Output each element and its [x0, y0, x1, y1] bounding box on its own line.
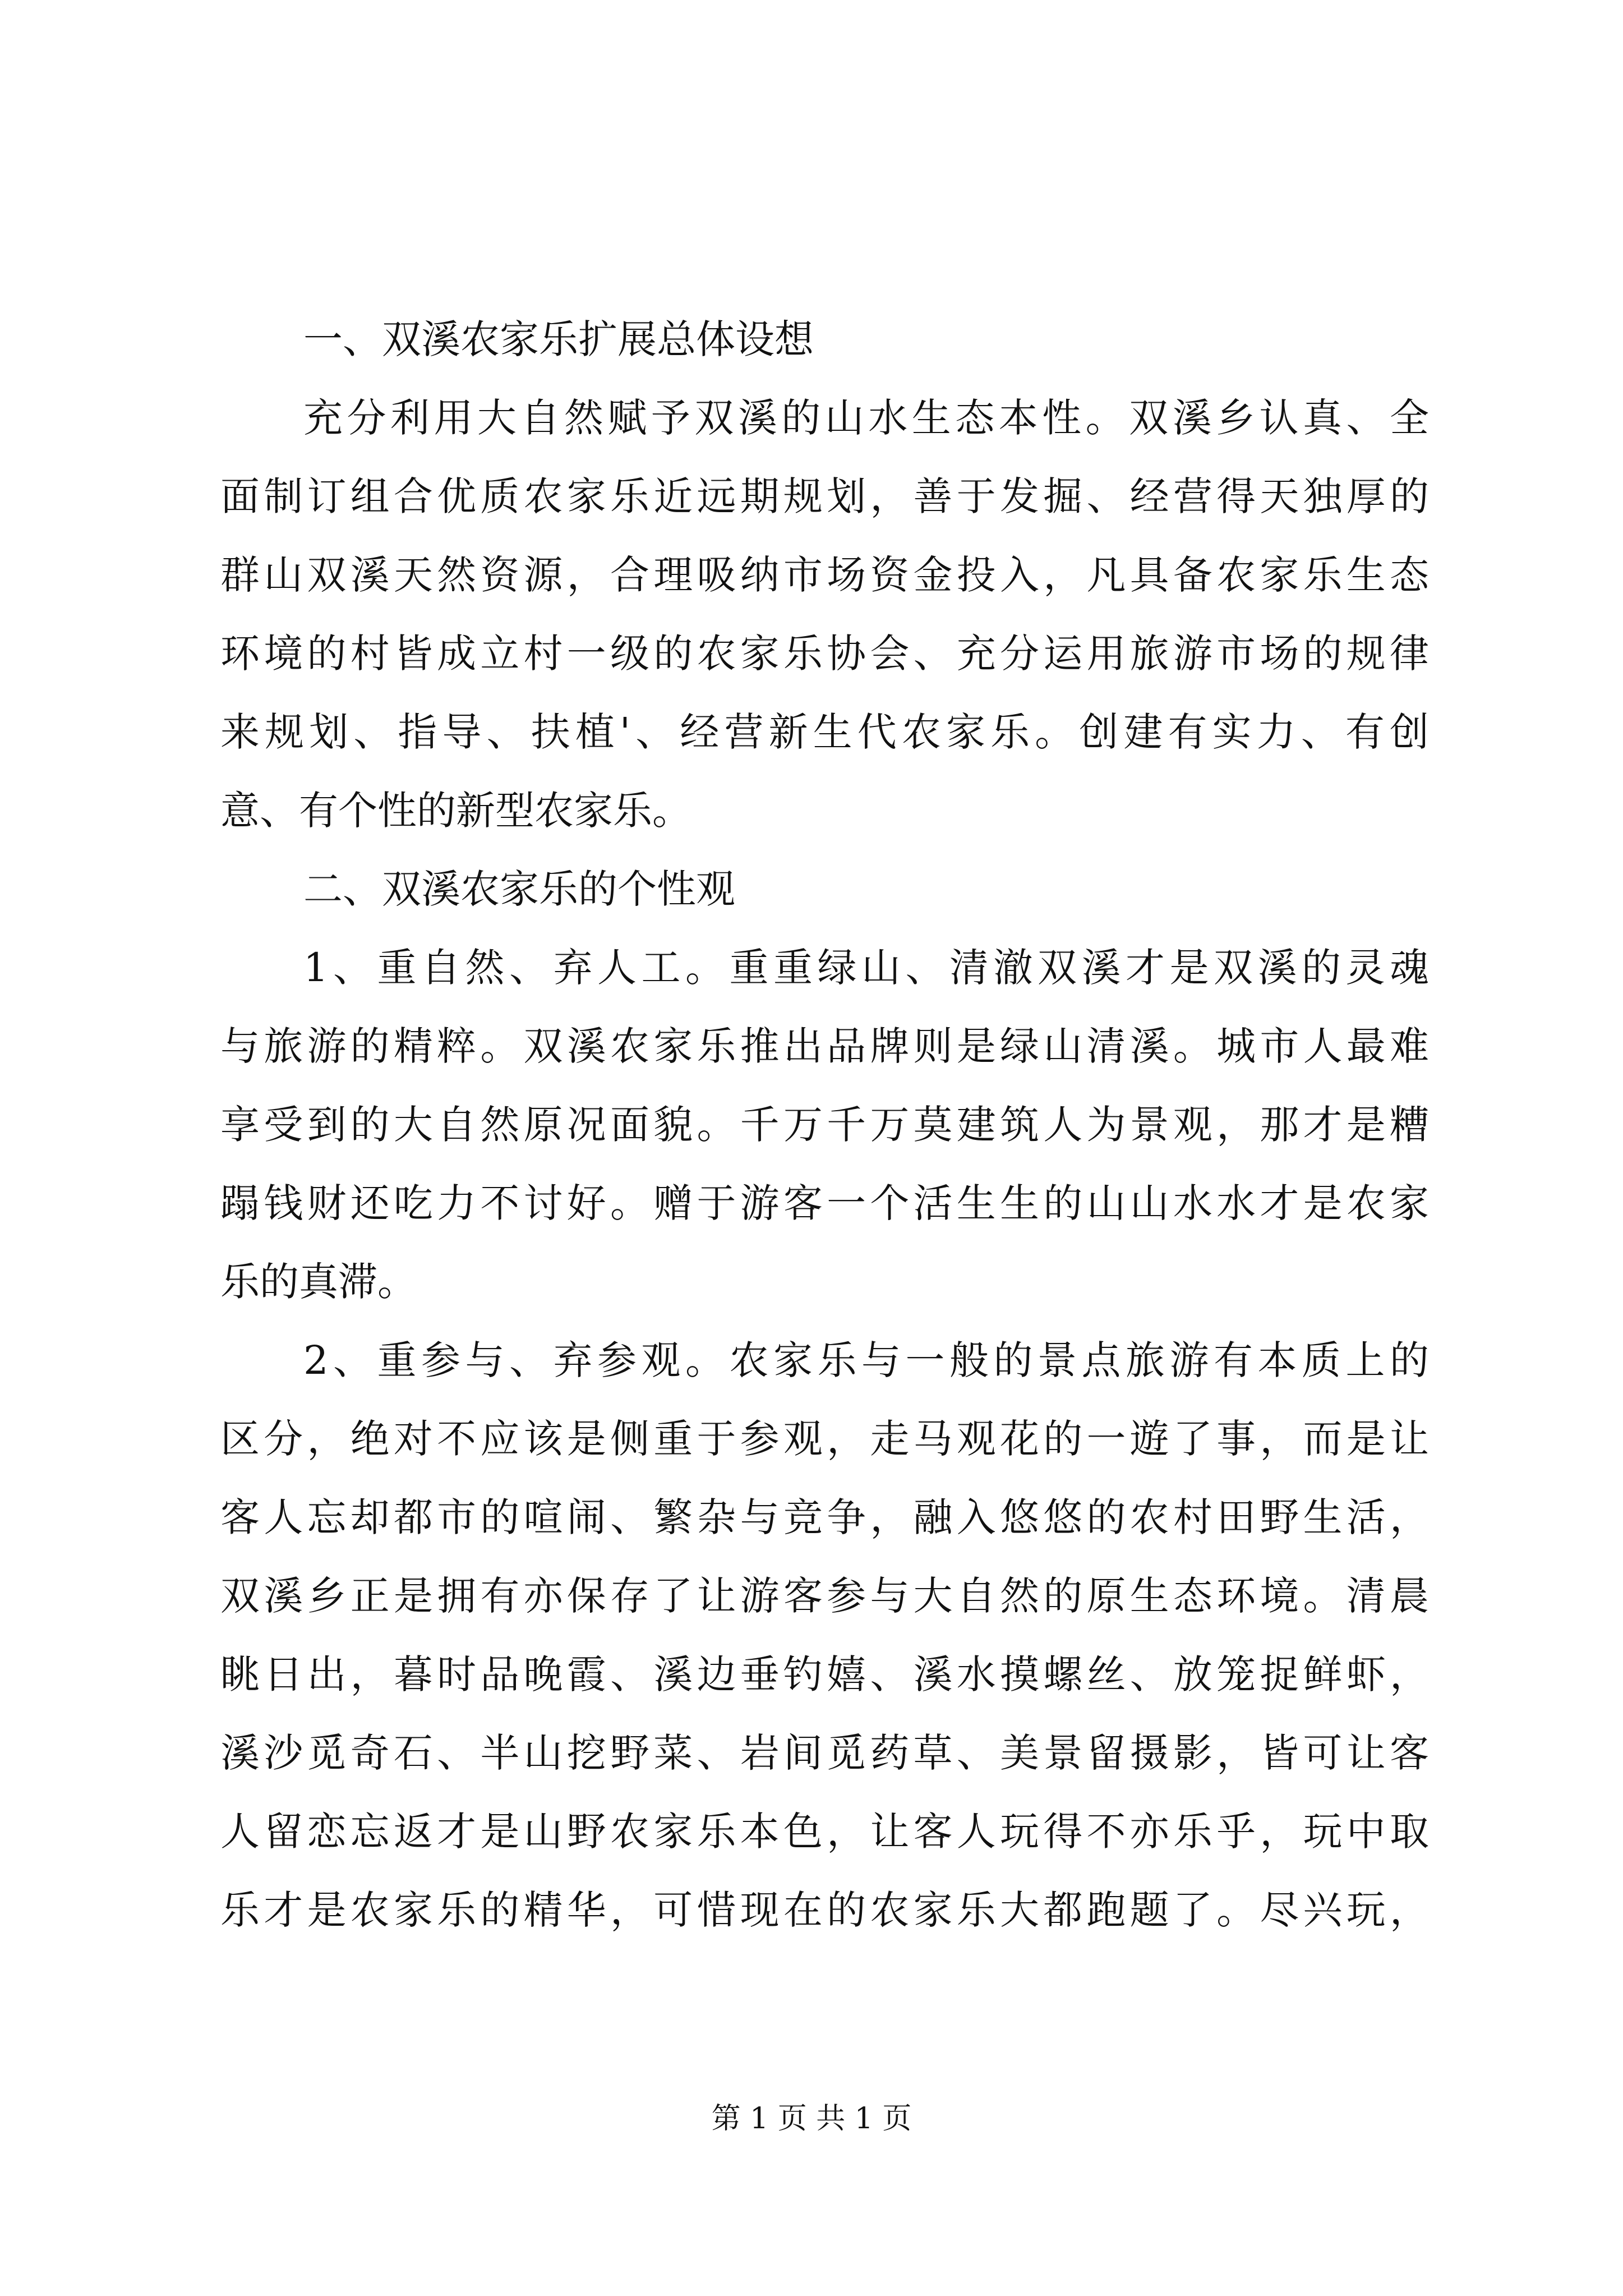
paragraph-line: 来规划、指导、扶植'、经营新生代农家乐。创建有实力、有创: [220, 709, 1429, 755]
paragraph-line: 1、重自然、弃人工。重重绿山、清澈双溪才是双溪的灵魂: [303, 945, 1429, 991]
document-body: [220, 300, 1429, 1949]
paragraph-line: 2、重参与、弃参观。农家乐与一般的景点旅游有本质上的: [303, 1337, 1429, 1383]
paragraph-line: 乐的真滞。: [220, 1259, 417, 1305]
paragraph-line: 客人忘却都市的喧闹、繁杂与竞争，融入悠悠的农村田野生活，: [220, 1494, 1429, 1540]
paragraph-line: 人留恋忘返才是山野农家乐本色，让客人玩得不亦乐乎，玩中取: [220, 1809, 1429, 1855]
paragraph-line: 环境的村皆成立村一级的农家乐协会、充分运用旅游市场的规律: [220, 631, 1429, 677]
paragraph-line: 区分，绝对不应该是侧重于参观，走马观花的一遊了事，而是让: [220, 1416, 1429, 1462]
paragraph-line: 群山双溪天然资源，合理吸纳市场资金投入，凡具备农家乐生态: [220, 552, 1429, 598]
paragraph-line: 意、有个性的新型农家乐。: [220, 788, 691, 834]
paragraph-line: 乐才是农家乐的精华，可惜现在的农家乐大都跑题了。尽兴玩，: [220, 1887, 1429, 1933]
paragraph-line: 溪沙觅奇石、半山挖野菜、岩间觅药草、美景留摄影，皆可让客: [220, 1730, 1429, 1776]
page-footer: [0, 2099, 1623, 2138]
paragraph-line: 双溪乡正是拥有亦保存了让游客参与大自然的原生态环境。清晨: [220, 1573, 1429, 1619]
heading-section-1: 一、双溪农家乐扩展总体设想: [303, 316, 814, 362]
paragraph-line: 眺日出，暮时品晚霞、溪边垂钓嬉、溪水摸螺丝、放笼捉鲜虾，: [220, 1651, 1429, 1697]
paragraph-line: 蹋钱财还吃力不讨好。赠于游客一个活生生的山山水水才是农家: [220, 1180, 1429, 1226]
paragraph-line: 享受到的大自然原况面貌。千万千万莫建筑人为景观，那才是糟: [220, 1102, 1429, 1148]
heading-section-2: 二、双溪农家乐的个性观: [303, 866, 735, 912]
paragraph-line: 面制订组合优质农家乐近远期规划，善于发掘、经营得天独厚的: [220, 473, 1429, 519]
page-number-label: 第 1 页 共 1 页: [711, 2102, 912, 2136]
paragraph-line: 与旅游的精粹。双溪农家乐推出品牌则是绿山清溪。城市人最难: [220, 1023, 1429, 1069]
paragraph-line: 充分利用大自然赋予双溪的山水生态本性。双溪乡认真、全: [303, 395, 1429, 441]
